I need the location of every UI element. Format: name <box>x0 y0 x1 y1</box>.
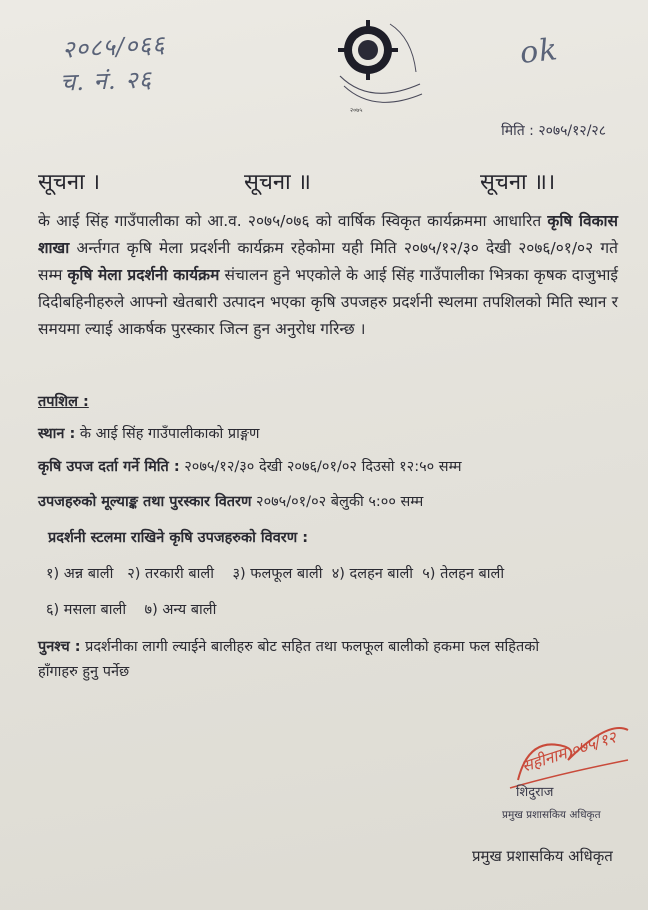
details-heading-text: तपशिल : <box>38 394 89 410</box>
notice-body-paragraph <box>38 208 618 343</box>
items-row-2: ६) मसला बाली ७) अन्य बाली <box>46 602 217 618</box>
postscript-continued: हाँगाहरु हुनु पर्नेछ <box>38 664 130 680</box>
postscript-value: प्रदर्शनीका लागी ल्याईने बालीहरु बोट सहित तथा फलफूल बालीको हकमा फल सहितको <box>80 639 540 655</box>
details-place <box>38 423 260 443</box>
registration-value: २०७५/१२/३० देखी २०७६/०१/०२ दिउसो १२:५० सम्म <box>179 459 462 475</box>
body-bold-2: कृषि मेला प्रदर्शनी कार्यक्रम <box>67 266 220 284</box>
notice-heading-1: सूचना । <box>38 170 101 195</box>
place-value: के आई सिंह गाउँपालीकाको प्राङ्गण <box>75 426 260 442</box>
body-text-3: संचालन हुने भएकोले के आई सिंह गाउँपालीका भित्रका कृषक दाजुभाई दिदीबहिनीहरुले आफ्नो खेतबारी उत्पादन भएका कृषि उपजहरु प्रदर्शनी स्थलमा तपशिलको मिति स्थान र समयमा ल्याई आकर्षक पुरस्कार जित्न हुन अनुरोध गरिन्छ । <box>38 266 618 338</box>
postscript-label: पुनश्च : <box>38 639 81 655</box>
details-evaluation <box>38 491 423 511</box>
notice-heading-3: सूचना ॥। <box>480 170 556 195</box>
signature-scrawl: सहीनाम ०७५/१२ <box>519 727 619 776</box>
place-label: स्थान : <box>38 426 76 442</box>
notice-heading-2: सूचना ॥ <box>244 170 311 195</box>
body-text-2: अर्न्तगत कृषि मेला प्रदर्शनी कार्यक्रम रहेकोमा यही मिति २०७५/१२/३० देखी २०७६/०१/०२ गते सम्म <box>38 239 618 284</box>
svg-text:२०७५: २०७५ <box>350 107 363 114</box>
body-bold-1: कृषि विकास शाखा <box>38 212 618 257</box>
handwritten-reference-number: २०८५/०६६ <box>61 30 167 64</box>
notice-date <box>501 121 606 140</box>
municipality-seal-icon <box>330 14 430 124</box>
items-heading-text: प्रदर्शनी स्टलमा राखिने कृषि उपजहरुको विवरण : <box>48 530 309 546</box>
officer-title: प्रमुख प्रशासकिय अधिकृत <box>472 847 613 865</box>
postscript <box>38 636 539 656</box>
handwritten-dispatch-number: च. नं. २६ <box>59 65 153 97</box>
details-registration <box>38 456 462 476</box>
body-text-1: के आई सिंह गाउँपालीका को आ.व. २०७५/०७६ को वार्षिक स्विकृत कार्यक्रममा आधारित <box>38 212 548 230</box>
items-heading <box>48 527 308 547</box>
registration-label: कृषि उपज दर्ता गर्ने मिति : <box>38 459 180 475</box>
stamp-title: प्रमुख प्रशासकिय अधिकृत <box>502 809 601 821</box>
date-label: मिति : <box>501 123 534 139</box>
items-row-1: १) अन्न बाली २) तरकारी बाली ३) फलफूल बाली ४) दलहन बाली ५) तेलहन बाली <box>46 566 505 582</box>
stamp-name: शिदुराज <box>516 785 554 800</box>
handwritten-ok-mark: ok <box>518 32 560 71</box>
details-heading <box>38 391 89 411</box>
evaluation-label: उपजहरुको मूल्याङ्क तथा पुरस्कार वितरण <box>38 494 252 510</box>
handwritten-signature-icon <box>488 700 638 830</box>
date-value: २०७५/१२/२८ <box>538 123 606 139</box>
evaluation-value: २०७५/०१/०२ बेलुकी ५:०० सम्म <box>251 494 424 510</box>
